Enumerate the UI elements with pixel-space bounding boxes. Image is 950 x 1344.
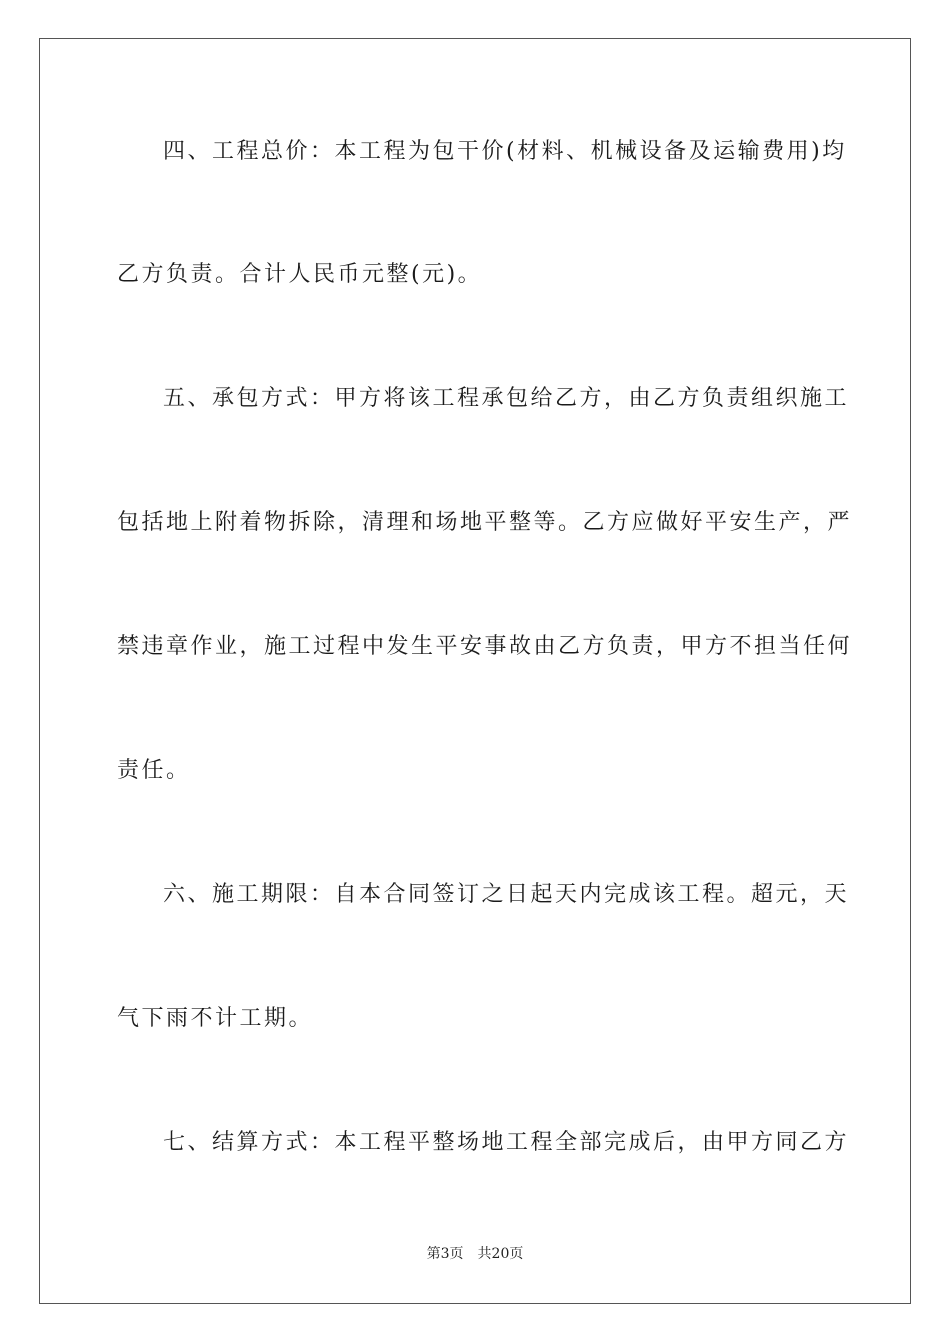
- page-footer: [0, 1245, 950, 1263]
- paragraph-6-line-2: 气下雨不计工期。: [117, 1006, 314, 1031]
- paragraph-7-line-1: 七、结算方式：本工程平整场地工程全部完成后，由甲方同乙方: [163, 1130, 850, 1155]
- paragraph-4-line-1: 四、工程总价：本工程为包干价(材料、机械设备及运输费用)均: [163, 139, 847, 164]
- paragraph-5-line-2: 包括地上附着物拆除，清理和场地平整等。乙方应做好平安生产，严: [117, 510, 853, 535]
- page-total: 共20页: [477, 1246, 524, 1262]
- page-border: [39, 38, 911, 1304]
- paragraph-5-line-1: 五、承包方式：甲方将该工程承包给乙方，由乙方负责组织施工: [163, 386, 850, 411]
- page-number: 第3页: [426, 1246, 464, 1262]
- paragraph-5-line-4: 责任。: [117, 758, 191, 783]
- paragraph-6-line-1: 六、施工期限：自本合同签订之日起天内完成该工程。超元，天: [163, 882, 850, 907]
- paragraph-5-line-3: 禁违章作业，施工过程中发生平安事故由乙方负责，甲方不担当任何: [117, 634, 853, 659]
- paragraph-4-line-2: 乙方负责。合计人民币元整(元)。: [117, 262, 483, 287]
